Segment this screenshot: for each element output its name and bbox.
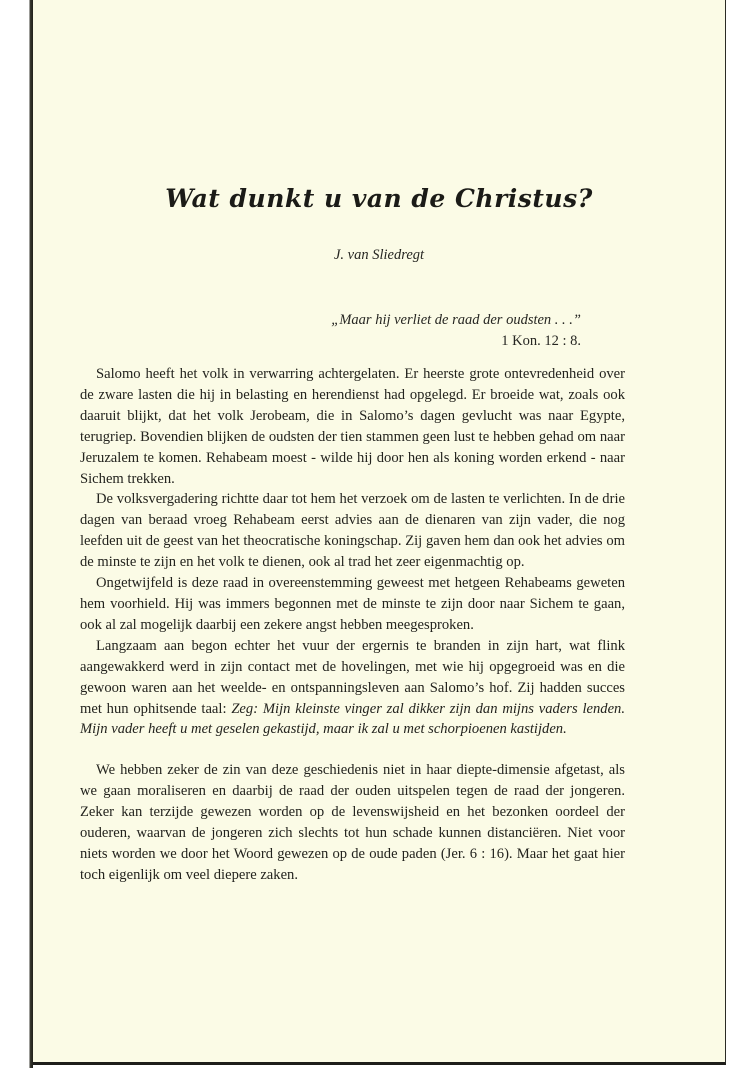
scan-edge-left <box>0 0 33 1068</box>
article-author: J. van Sliedregt <box>333 247 425 263</box>
book-page <box>33 0 726 1065</box>
epigraph-quote: „Maar hij verliet de raad der oudsten . . .” <box>331 312 581 328</box>
paragraph: De volksvergadering richtte daar tot hem het verzoek om de lasten te verlichten. In de drie dagen van beraad vroeg Rehabeam eerst advies aan de dienaren van zijn vader, die nog leefden uit de geest van het theocratische koningschap. Zij gaven hem dan ook het advies om de minste te zijn en het volk te dienen, ook al trad het zeer eigenmachtig op. <box>80 491 625 571</box>
paragraph <box>80 636 625 741</box>
scan-edge-right <box>726 0 738 1068</box>
paragraph-text: Langzaam aan begon echter het vuur der ergernis te branden in zijn hart, wat flink aangewakkerd werd in zijn contact met de hovelingen, met wie hij opgegroeid was en die gewoon waren aan het weelde- en ontspanningsleven aan Salomo’s hof. Zij hadden succes met hun ophitsende taal: <box>80 637 625 717</box>
article-title: Wat dunkt u van de Christus? <box>165 184 593 213</box>
paragraph: We hebben zeker de zin van deze geschiedenis niet in haar diepte-dimensie afgetast, als we gaan moraliseren en daarbij de raad der ouden uitspelen tegen de raad der jongeren. Zeker kan terzijde gewezen worden op de levenswijsheid en het bezonken oordeel der ouderen, waarvan de jongeren zich slechts tot hun schade kunnen distanciëren. Niet voor niets worden we door het Woord gewezen op de oude paden (Jer. 6 : 16). Maar het gaat hier toch eigenlijk om veel diepere zaken. <box>80 762 625 883</box>
paragraph: Salomo heeft het volk in verwarring achtergelaten. Er heerste grote ontevredenheid over de zware lasten die hij in belasting en herendienst had opgelegd. Er broeide wat, zoals ook daaruit blijkt, dat het volk Jerobeam, die in Salomo’s dagen gevlucht was naar Egypte, terugriep. Bovendien blijken de oudsten der tien stammen geen lust te hebben gehad om naar Jeruzalem te komen. Rehabeam moest - wilde hij door hen als koning worden erkend - naar Sichem trekken. <box>80 366 625 487</box>
scripture-quote: Zeg: Mijn kleinste vinger zal dikker zijn dan mijns vaders lenden. Mijn vader heeft u met geselen gekastijd, maar ik zal u met schorpioenen kastijden. <box>80 700 625 738</box>
epigraph-reference: 1 Kon. 12 : 8. <box>501 333 581 349</box>
epigraph <box>331 310 581 352</box>
paragraph: Ongetwijfeld is deze raad in overeenstemming geweest met hetgeen Rehabeams geweten hem voorhield. Hij was immers begonnen met de minste te zijn door naar Sichem te gaan, ook al zal mogelijk daarbij een zekere angst hebben meegesproken. <box>80 575 625 633</box>
article-body <box>80 364 625 886</box>
